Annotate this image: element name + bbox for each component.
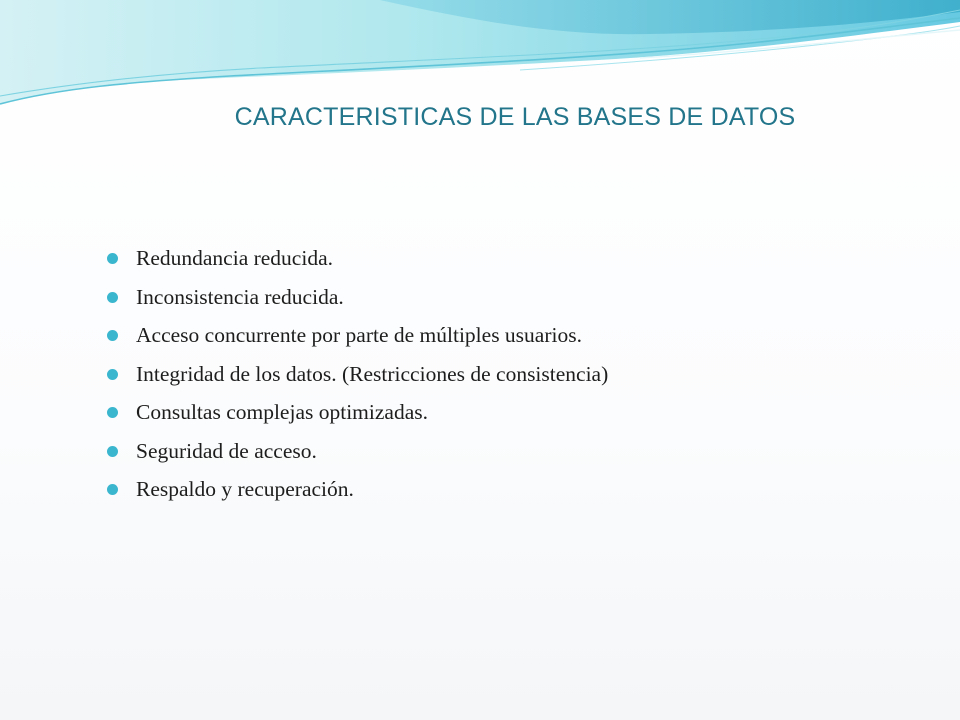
list-item-text: Acceso concurrente por parte de múltiples usuarios. xyxy=(136,323,582,347)
bullet-dot-icon xyxy=(107,407,118,418)
bullet-dot-icon xyxy=(107,446,118,457)
slide-title: CARACTERISTICAS DE LAS BASES DE DATOS xyxy=(234,103,796,131)
bullet-dot-icon xyxy=(107,484,118,495)
bullet-dot-icon xyxy=(107,292,118,303)
list-item xyxy=(104,316,608,355)
bullet-dot-icon xyxy=(107,330,118,341)
list-item-text: Consultas complejas optimizadas. xyxy=(136,400,428,424)
list-item xyxy=(104,278,608,317)
list-item-text: Seguridad de acceso. xyxy=(136,438,317,463)
bullet-dot-icon xyxy=(107,369,118,380)
list-item xyxy=(104,239,608,278)
list-item-text: Redundancia reducida. xyxy=(136,246,333,270)
list-item xyxy=(104,393,608,432)
bullet-dot-icon xyxy=(107,253,118,264)
list-item-text: Respaldo y recuperación. xyxy=(136,477,354,501)
list-item xyxy=(104,432,608,471)
list-item-text: Inconsistencia reducida. xyxy=(136,284,344,309)
list-item-text: Integridad de los datos. (Restricciones de consistencia) xyxy=(136,361,609,386)
bullet-list xyxy=(104,239,608,509)
list-item xyxy=(104,355,608,394)
list-item xyxy=(104,470,608,509)
